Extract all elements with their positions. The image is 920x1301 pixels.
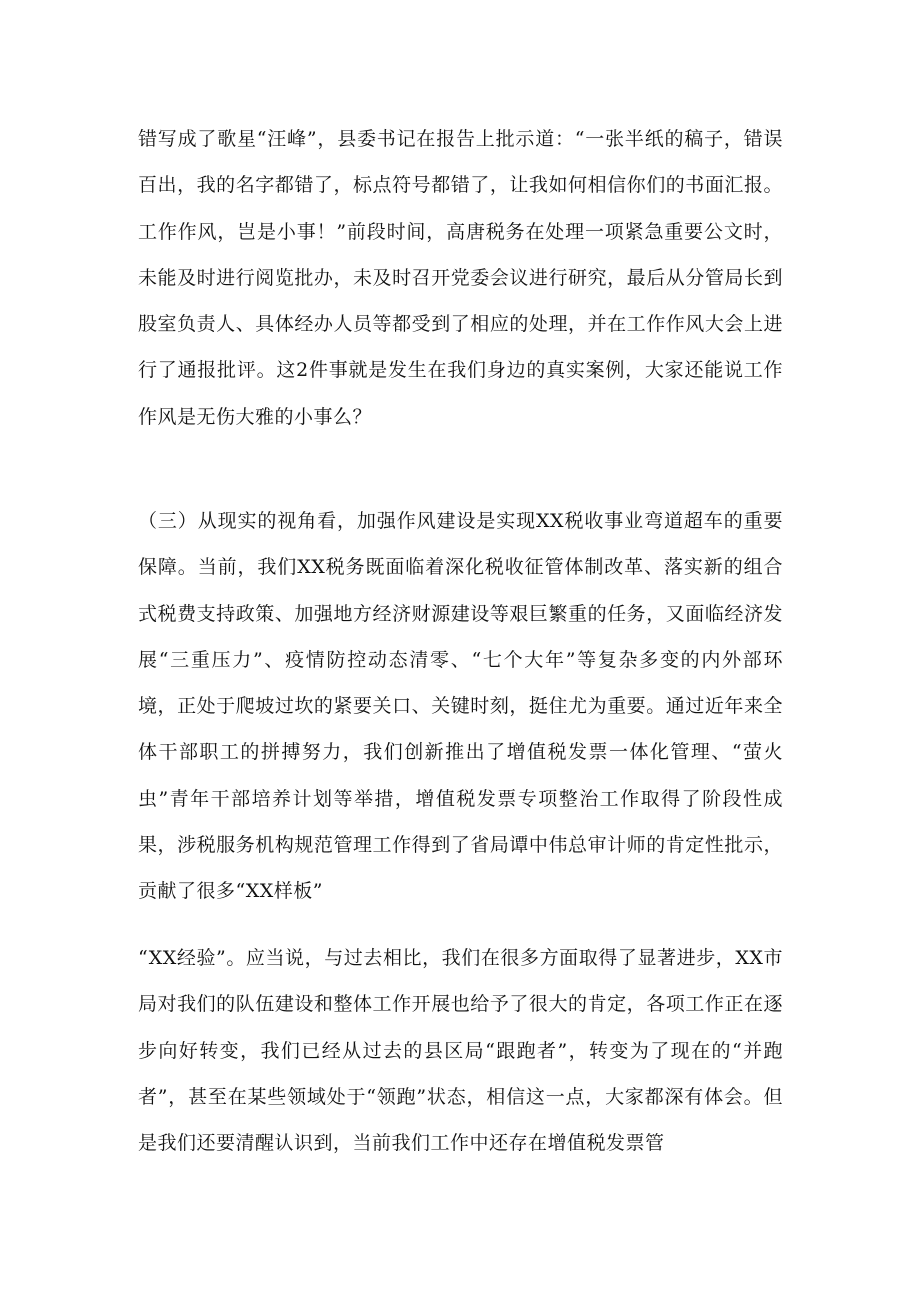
paragraph-section-three: （三）从现实的视角看，加强作风建设是实现XX税收事业弯道超车的重要保障。当前，我们XX税务既面临着深化税收征管体制改革、落实新的组合式税费支持政策、加强地方经济财源建设等艰巨繁重的任务，又面临经济发展“三重压力”、疫情防控动态清零、“七个大年”等复杂多变的内外部环境，正处于爬坡过坎的紧要关口、关键时刻，挺住尤为重要。通过近年来全体干部职工的拼搏努力，我们创新推出了增值税发票一体化管理、“萤火虫”青年干部培养计划等举措，增值税发票专项整治工作取得了阶段性成果，涉税服务机构规范管理工作得到了省局谭中伟总审计师的肯定性批示，贡献了很多“XX样板” [138,510,783,903]
paragraph-experience: “XX经验”。应当说，与过去相比，我们在很多方面取得了显著进步，XX市局对我们的队伍建设和整体工作开展也给予了很大的肯定，各项工作正在逐步向好转变，我们已经从过去的县区局“跟跑者”，转变为了现在的“并跑者”，甚至在某些领域处于“领跑”状态，相信这一点，大家都深有体会。但是我们还要清醒认识到，当前我们工作中还存在增值税发票管 [138,947,783,1155]
paragraph-case-examples: 错写成了歌星“汪峰”，县委书记在报告上批示道：“一张半纸的稿子，错误百出，我的名字都错了，标点符号都错了，让我如何相信你们的书面汇报。工作作风，岂是小事！”前段时间，高唐税务在处理一项紧急重要公文时，未能及时进行阅览批办，未及时召开党委会议进行研究，最后从分管局长到股室负责人、具体经办人员等都受到了相应的处理，并在工作作风大会上进行了通报批评。这2件事就是发生在我们身边的真实案例，大家还能说工作作风是无伤大雅的小事么？ [138,128,783,428]
